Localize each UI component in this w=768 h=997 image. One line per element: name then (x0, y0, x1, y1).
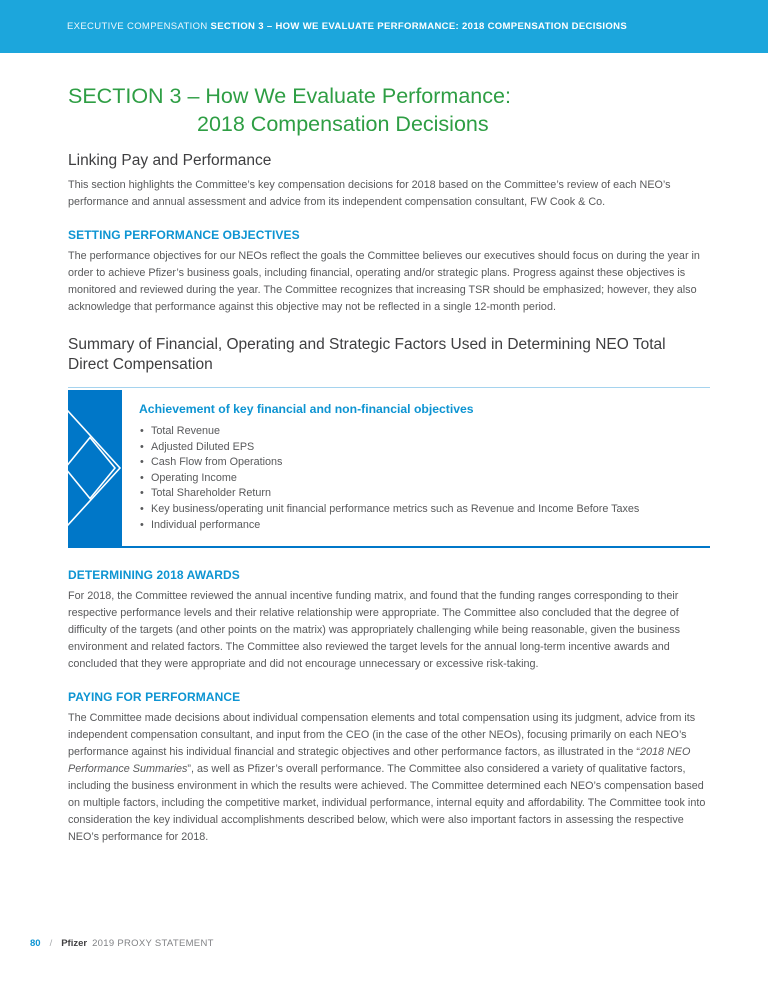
factors-bullet-list (139, 424, 700, 533)
setting-objectives-heading: SETTING PERFORMANCE OBJECTIVES (68, 228, 300, 242)
factors-content (122, 390, 710, 546)
footer-label: 2019 PROXY STATEMENT (92, 938, 214, 949)
breadcrumb-section: EXECUTIVE COMPENSATION (67, 21, 211, 32)
page-title-line2: 2018 Compensation Decisions (197, 112, 489, 136)
linking-pay-heading: Linking Pay and Performance (68, 152, 272, 169)
setting-objectives-paragraph: The performance objectives for our NEOs reflect the goals the Committee believes our executives should focus on during the year in order to achieve Pfizer’s business goals, including financial, operating and/or strategic plans. Progress against these objectives is monitored and reviewed during the year. The Committee recognizes that increasing TSR should be emphasized; however, they also acknowledge that performance against this objective may not be reflected in a single 12-month period. (68, 250, 700, 313)
breadcrumb-title: SECTION 3 – HOW WE EVALUATE PERFORMANCE: 2018 COMPENSATION DECISIONS (210, 21, 628, 32)
factors-bullet-item: • Operating Income (139, 471, 700, 487)
page-title (68, 82, 710, 138)
factors-callout-inner (68, 390, 710, 548)
chevron-panel (68, 390, 122, 546)
paying-text-before: The Committee made decisions about individual compensation elements and total compensation using its judgment, advice from its independent compensation consultant, and input from the CEO (in the case of the other NEOs), focusing primarily on each NEO’s performance against his individual financial and strategic objectives and other performance factors, as illustrated in the “ (68, 712, 696, 759)
paying-text-after: ”, as well as Pfizer’s overall performance. The Committee also considered a variety of qualitative factors, including the business environment in which the results were achieved. The Committee determined each NEO’s compensation based on multiple factors, including the competitive market, individual performance, internal equity and affordability. The Committee took into consideration the key individual accomplishments described below, which were also important factors in assessing the respective NEO’s performance for 2018. (68, 763, 706, 844)
page-content (68, 82, 710, 846)
paying-text-italic: 2018 NEO Performance Summaries (68, 746, 691, 776)
factors-bullet-item: • Key business/operating unit financial performance metrics such as Revenue and Income Before Taxes (139, 502, 700, 518)
determining-awards-heading: DETERMINING 2018 AWARDS (68, 568, 240, 583)
page-header-banner (0, 0, 768, 53)
linking-pay-paragraph: This section highlights the Committee’s key compensation decisions for 2018 based on the Committee’s review of each NEO’s performance and annual assessment and advice from its independent compensation consultant, FW Cook & Co. (68, 179, 671, 208)
factors-bullet-item: • Individual performance (139, 518, 700, 534)
factors-bullet-item: • Total Shareholder Return (139, 486, 700, 502)
factors-callout-box (68, 387, 710, 548)
page-footer (30, 938, 214, 949)
footer-brand: Pfizer (61, 938, 88, 949)
factors-box-heading: Achievement of key financial and non-financial objectives (139, 402, 474, 416)
double-chevron-icon (68, 391, 122, 546)
factors-bullet-item: • Cash Flow from Operations (139, 455, 700, 471)
breadcrumb (67, 21, 627, 32)
summary-factors-heading: Summary of Financial, Operating and Strategic Factors Used in Determining NEO Total Direct Compensation (68, 336, 666, 373)
page-title-line1: SECTION 3 – How We Evaluate Performance: (68, 84, 511, 108)
footer-separator: / (49, 938, 53, 949)
factors-bullet-item: • Adjusted Diluted EPS (139, 440, 700, 456)
determining-awards-paragraph: For 2018, the Committee reviewed the annual incentive funding matrix, and found that the funding ranges corresponding to their respective performance levels and their relative relationship were appropriate. The Committee also concluded that the degree of difficulty of the targets (and other points on the matrix) was appropriately challenging while being reasonable, given the business environment and related factors. The Committee also reviewed the target levels for the annual long-term incentive awards and concluded that they were appropriate and did not encourage unnecessary or excessive risk-taking. (68, 590, 680, 671)
paying-performance-heading: PAYING FOR PERFORMANCE (68, 690, 241, 705)
factors-bullet-item: • Total Revenue (139, 424, 700, 440)
page-number: 80 (30, 938, 41, 949)
paying-performance-paragraph (68, 710, 710, 846)
